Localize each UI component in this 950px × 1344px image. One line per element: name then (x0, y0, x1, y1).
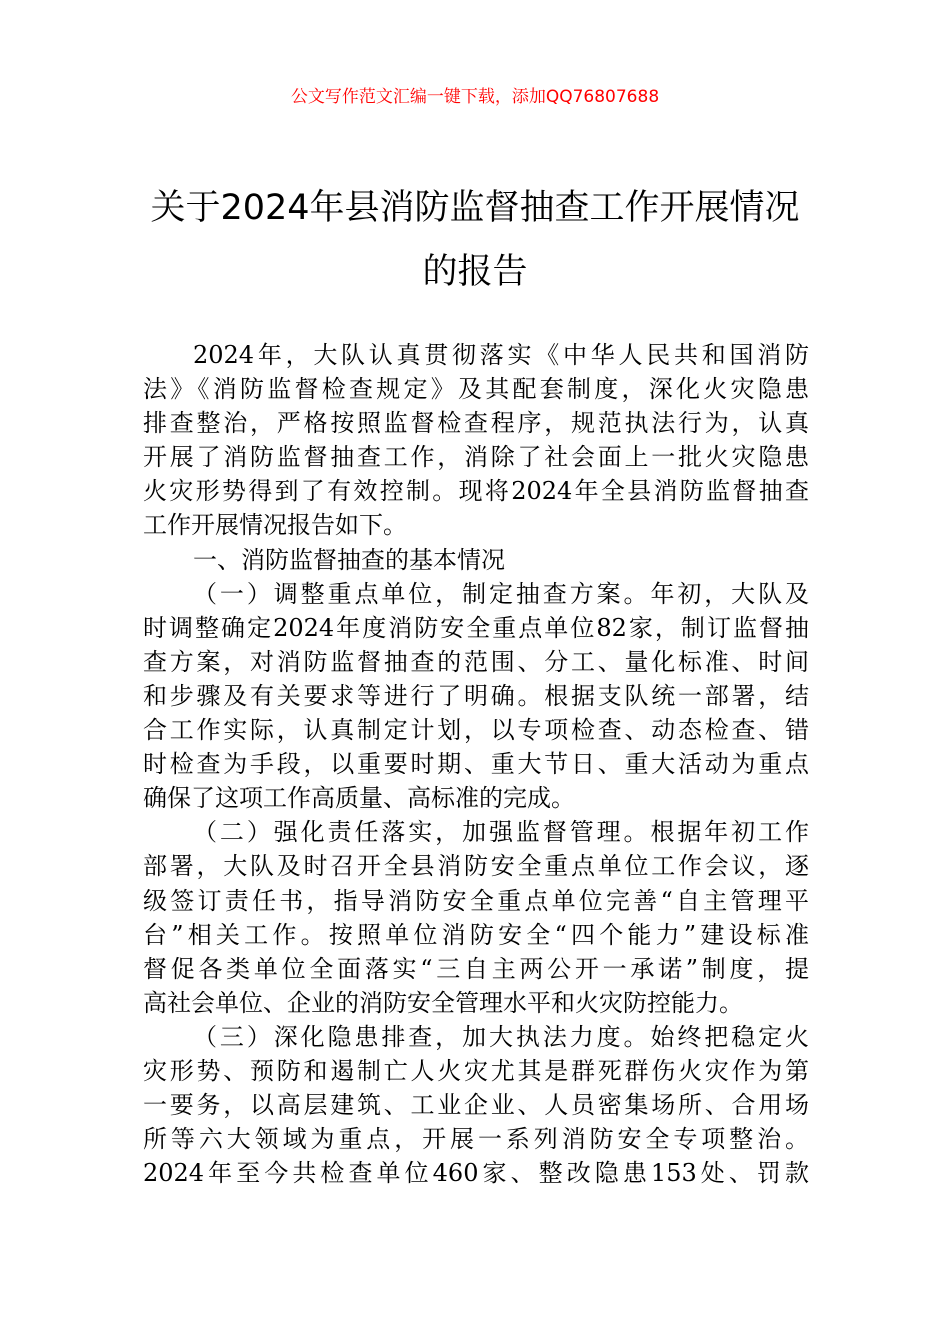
text-line: 和步骤及有关要求等进行了明确。根据支队统一部署，结 (143, 681, 809, 710)
section-heading (143, 543, 809, 577)
text-line: 一、消防监督抽查的基本情况 (193, 545, 505, 574)
document-body (143, 338, 809, 1190)
subsection-paragraph (143, 577, 809, 816)
text-line: （一）调整重点单位，制定抽查方案。年初，大队及 (193, 579, 809, 608)
text-line: 2024年至今共检查单位460家、整改隐患153处、罚款 (143, 1159, 809, 1188)
text-line: 时调整确定2024年度消防安全重点单位82家，制订监督抽 (143, 613, 809, 642)
document-title (60, 176, 890, 304)
text-line: 一要务，以高层建筑、工业企业、人员密集场所、合用场 (143, 1091, 809, 1120)
text-line: 督促各类单位全面落实“三自主两公开一承诺”制度，提 (143, 954, 809, 983)
text-line: 时检查为手段，以重要时期、重大节日、重大活动为重点 (143, 750, 809, 779)
text-line: 合工作实际，认真制定计划，以专项检查、动态检查、错 (143, 716, 809, 745)
text-line: 2024年，大队认真贯彻落实《中华人民共和国消防 (193, 341, 809, 369)
text-line: 所等六大领域为重点，开展一系列消防安全专项整治。 (143, 1125, 809, 1154)
text-line: 灾形势、预防和遏制亡人火灾尤其是群死群伤火灾作为第 (143, 1056, 809, 1085)
text-line: 部署，大队及时召开全县消防安全重点单位工作会议，逐 (143, 852, 809, 881)
text-line: 火灾形势得到了有效控制。现将2024年全县消防监督抽查 (143, 477, 809, 506)
text-line: 台”相关工作。按照单位消防安全“四个能力”建设标准 (143, 920, 809, 949)
text-line: 级签订责任书，指导消防安全重点单位完善“自主管理平 (143, 886, 809, 915)
title-line: 的报告 (422, 252, 528, 292)
intro-paragraph (143, 338, 809, 543)
subsection-paragraph (143, 815, 809, 1020)
subsection-paragraph (143, 1020, 809, 1190)
text-line: 排查整治，严格按照监督检查程序，规范执法行为，认真 (143, 409, 809, 438)
text-line: 确保了这项工作高质量、高标准的完成。 (143, 784, 575, 813)
text-line: 工作开展情况报告如下。 (143, 511, 407, 540)
header-note: 公文写作范文汇编一键下载，添加QQ76807688 (290, 87, 660, 107)
text-line: 查方案，对消防监督抽查的范围、分工、量化标准、时间 (143, 647, 809, 676)
text-line: 开展了消防监督抽查工作，消除了社会面上一批火灾隐患 (143, 443, 809, 472)
text-line: （二）强化责任落实，加强监督管理。根据年初工作 (193, 818, 809, 847)
text-line: （三）深化隐患排查，加大执法力度。始终把稳定火 (193, 1022, 809, 1051)
title-line: 关于2024年县消防监督抽查工作开展情况 (150, 188, 800, 228)
text-line: 高社会单位、企业的消防安全管理水平和火灾防控能力。 (143, 988, 743, 1017)
text-line: 法》《消防监督检查规定》及其配套制度，深化火灾隐患 (143, 375, 809, 404)
